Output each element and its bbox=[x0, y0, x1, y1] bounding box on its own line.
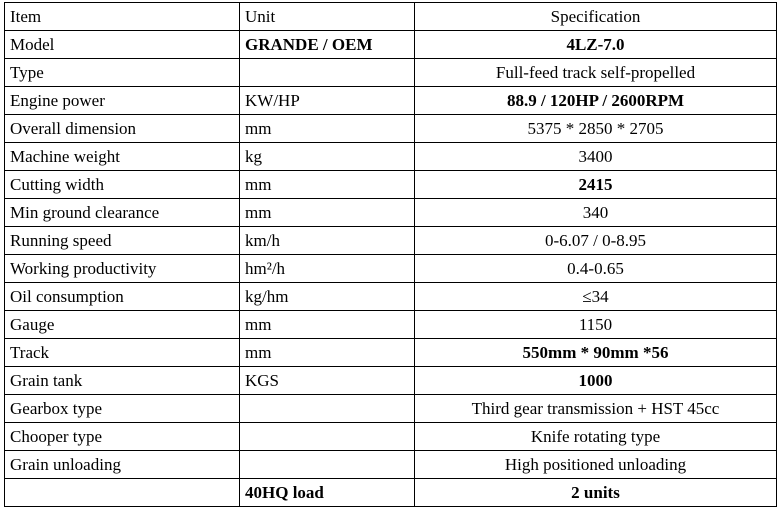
spec-cell: 2415 bbox=[415, 171, 777, 199]
spec-cell: 2 units bbox=[415, 479, 777, 507]
table-row bbox=[5, 59, 777, 87]
table-row bbox=[5, 367, 777, 395]
unit-cell bbox=[240, 59, 415, 87]
item-cell: Running speed bbox=[5, 227, 240, 255]
unit-cell bbox=[240, 451, 415, 479]
item-cell: Machine weight bbox=[5, 143, 240, 171]
table-row bbox=[5, 395, 777, 423]
item-cell: Engine power bbox=[5, 87, 240, 115]
table-body bbox=[5, 3, 777, 507]
table-row bbox=[5, 423, 777, 451]
unit-cell: kg/hm bbox=[240, 283, 415, 311]
unit-cell: mm bbox=[240, 199, 415, 227]
header-item: Item bbox=[5, 3, 240, 31]
item-cell: Type bbox=[5, 59, 240, 87]
spec-cell: 3400 bbox=[415, 143, 777, 171]
spec-cell: 88.9 / 120HP / 2600RPM bbox=[415, 87, 777, 115]
unit-cell: KGS bbox=[240, 367, 415, 395]
item-cell: Model bbox=[5, 31, 240, 59]
table-row bbox=[5, 255, 777, 283]
unit-cell: mm bbox=[240, 115, 415, 143]
table-row bbox=[5, 339, 777, 367]
spec-cell: 0.4-0.65 bbox=[415, 255, 777, 283]
item-cell: Overall dimension bbox=[5, 115, 240, 143]
unit-cell: km/h bbox=[240, 227, 415, 255]
spec-cell: Full-feed track self-propelled bbox=[415, 59, 777, 87]
unit-cell: mm bbox=[240, 171, 415, 199]
header-row bbox=[5, 3, 777, 31]
unit-cell: 40HQ load bbox=[240, 479, 415, 507]
spec-cell: High positioned unloading bbox=[415, 451, 777, 479]
spec-cell: ≤34 bbox=[415, 283, 777, 311]
spec-cell: 1150 bbox=[415, 311, 777, 339]
item-cell: Working productivity bbox=[5, 255, 240, 283]
table-row bbox=[5, 143, 777, 171]
table-row bbox=[5, 115, 777, 143]
spec-cell: 340 bbox=[415, 199, 777, 227]
spec-cell: 1000 bbox=[415, 367, 777, 395]
unit-cell: GRANDE / OEM bbox=[240, 31, 415, 59]
unit-cell bbox=[240, 423, 415, 451]
specification-table bbox=[4, 2, 777, 507]
spec-cell: Third gear transmission + HST 45cc bbox=[415, 395, 777, 423]
item-cell: Track bbox=[5, 339, 240, 367]
table-row bbox=[5, 87, 777, 115]
item-cell: Oil consumption bbox=[5, 283, 240, 311]
table-row bbox=[5, 479, 777, 507]
unit-cell: KW/HP bbox=[240, 87, 415, 115]
table-row bbox=[5, 31, 777, 59]
item-cell: Cutting width bbox=[5, 171, 240, 199]
table-row bbox=[5, 451, 777, 479]
item-cell: Gearbox type bbox=[5, 395, 240, 423]
spec-cell: 4LZ-7.0 bbox=[415, 31, 777, 59]
item-cell bbox=[5, 479, 240, 507]
unit-cell: mm bbox=[240, 311, 415, 339]
header-unit: Unit bbox=[240, 3, 415, 31]
item-cell: Min ground clearance bbox=[5, 199, 240, 227]
item-cell: Grain unloading bbox=[5, 451, 240, 479]
table-row bbox=[5, 171, 777, 199]
table-row bbox=[5, 199, 777, 227]
item-cell: Chooper type bbox=[5, 423, 240, 451]
table-row bbox=[5, 283, 777, 311]
spec-cell: 0-6.07 / 0-8.95 bbox=[415, 227, 777, 255]
unit-cell: mm bbox=[240, 339, 415, 367]
item-cell: Gauge bbox=[5, 311, 240, 339]
unit-cell bbox=[240, 395, 415, 423]
spec-cell: 550mm * 90mm *56 bbox=[415, 339, 777, 367]
table-row bbox=[5, 311, 777, 339]
unit-cell: hm²/h bbox=[240, 255, 415, 283]
item-cell: Grain tank bbox=[5, 367, 240, 395]
spec-cell: Knife rotating type bbox=[415, 423, 777, 451]
table-row bbox=[5, 227, 777, 255]
unit-cell: kg bbox=[240, 143, 415, 171]
header-specification: Specification bbox=[415, 3, 777, 31]
spec-cell: 5375 * 2850 * 2705 bbox=[415, 115, 777, 143]
